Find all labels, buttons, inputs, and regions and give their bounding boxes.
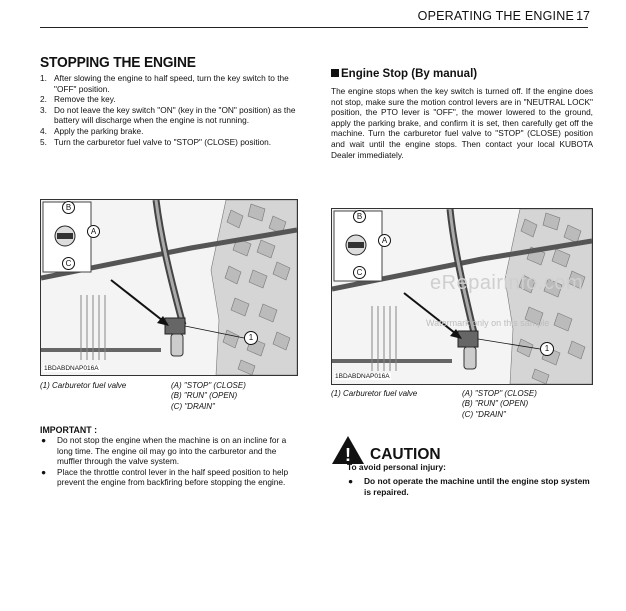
page-number: 17 — [576, 9, 590, 23]
callout-a: A — [378, 234, 391, 247]
engine-illustration — [332, 209, 592, 384]
step-number: 3. — [40, 104, 47, 115]
caption-item: (1) Carburetor fuel valve — [40, 381, 127, 390]
important-label: IMPORTANT : — [40, 425, 98, 435]
bullet-text: Do not stop the engine when the machine is on an incline for a long time. The engine oil may go into the carburetor and the muffler through the valve system. — [57, 435, 287, 467]
step-text: After slowing the engine to half speed, turn the key switch to the "OFF" position. — [54, 73, 289, 94]
caption-position: (B) "RUN" (OPEN) — [462, 399, 529, 409]
carburetor-valve-figure — [40, 199, 298, 376]
watermark-text: eRepairinfo.com — [430, 272, 584, 294]
step-number: 1. — [40, 73, 47, 83]
figure-code: 1BDABDNAP016A — [335, 373, 390, 380]
step-number: 5. — [40, 136, 47, 147]
bullet-dot: ● — [41, 466, 47, 477]
caption-position: (A) "STOP" (CLOSE) — [462, 389, 537, 398]
bullet-dot: ● — [41, 435, 47, 445]
caption-position: (A) "STOP" (CLOSE) — [171, 381, 246, 390]
bullet-item — [40, 435, 302, 467]
important-bullets — [40, 435, 302, 488]
caption-position: (C) "DRAIN" — [462, 409, 506, 419]
caution-subheading: To avoid personal injury: — [347, 462, 446, 472]
step-number: 4. — [40, 125, 47, 136]
running-header-title: OPERATING THE ENGINE — [417, 9, 574, 23]
engine-illustration — [41, 200, 297, 375]
step-item — [40, 73, 305, 94]
step-item — [40, 126, 305, 137]
caption-position: (B) "RUN" (OPEN) — [171, 391, 238, 401]
subsection-title: Engine Stop (By manual) — [331, 68, 477, 80]
callout-b: B — [353, 210, 366, 223]
subsection-body: The engine stops when the key switch is turned off. If the engine does not stop, make sure the motion control levers are in "NEUTRAL LOCK" position, the PTO lever is "OFF", the mower lowered to the ground, apply the parking brake, and confirm it is set, then carefully get off the machine. Turn the carburetor fuel valve to "STOP" (CLOSE) position and wait until the engine stops. Then contact your local KUBOTA Dealer immediately. — [331, 86, 593, 160]
step-item — [40, 105, 305, 126]
callout-c: C — [62, 257, 75, 270]
figure-code: 1BDABDNAP016A — [44, 365, 99, 372]
watermark-subtext: Watermark only on this sample — [426, 318, 550, 328]
svg-text:!: ! — [345, 445, 351, 465]
bullet-text: Place the throttle control lever in the half speed position to help prevent the engine from backfiring before stopping the engine. — [57, 466, 289, 488]
caption-positions — [171, 381, 246, 412]
step-item — [40, 94, 305, 105]
steps-list — [40, 73, 305, 147]
caption-positions — [462, 389, 537, 420]
caption-position: (C) "DRAIN" — [171, 401, 215, 411]
bullet-item — [40, 467, 302, 488]
callout-1: 1 — [244, 331, 258, 345]
caution-bullets — [347, 476, 597, 498]
caption-item: (1) Carburetor fuel valve — [331, 389, 418, 398]
carburetor-valve-figure-2 — [331, 208, 593, 385]
step-text: Turn the carburetor fuel valve to "STOP" (CLOSE) position. — [54, 136, 272, 147]
bullet-dot: ● — [348, 476, 354, 486]
step-number: 2. — [40, 94, 47, 105]
step-text: Apply the parking brake. — [54, 125, 144, 136]
callout-a: A — [87, 225, 100, 238]
callout-b: B — [62, 201, 75, 214]
step-item — [40, 137, 305, 148]
step-text: Remove the key. — [54, 94, 116, 105]
step-text: Do not leave the key switch "ON" (key in the "ON" position) as the battery will discharge when the engine is not running. — [54, 104, 296, 126]
header-divider — [40, 27, 588, 28]
square-bullet-icon — [331, 69, 339, 77]
callout-c: C — [353, 266, 366, 279]
section-title: STOPPING THE ENGINE — [40, 54, 196, 71]
caution-heading: CAUTION — [370, 446, 441, 463]
bullet-text: Do not operate the machine until the engine stop system is repaired. — [364, 476, 590, 497]
callout-1: 1 — [540, 342, 554, 356]
bullet-item — [347, 476, 597, 498]
